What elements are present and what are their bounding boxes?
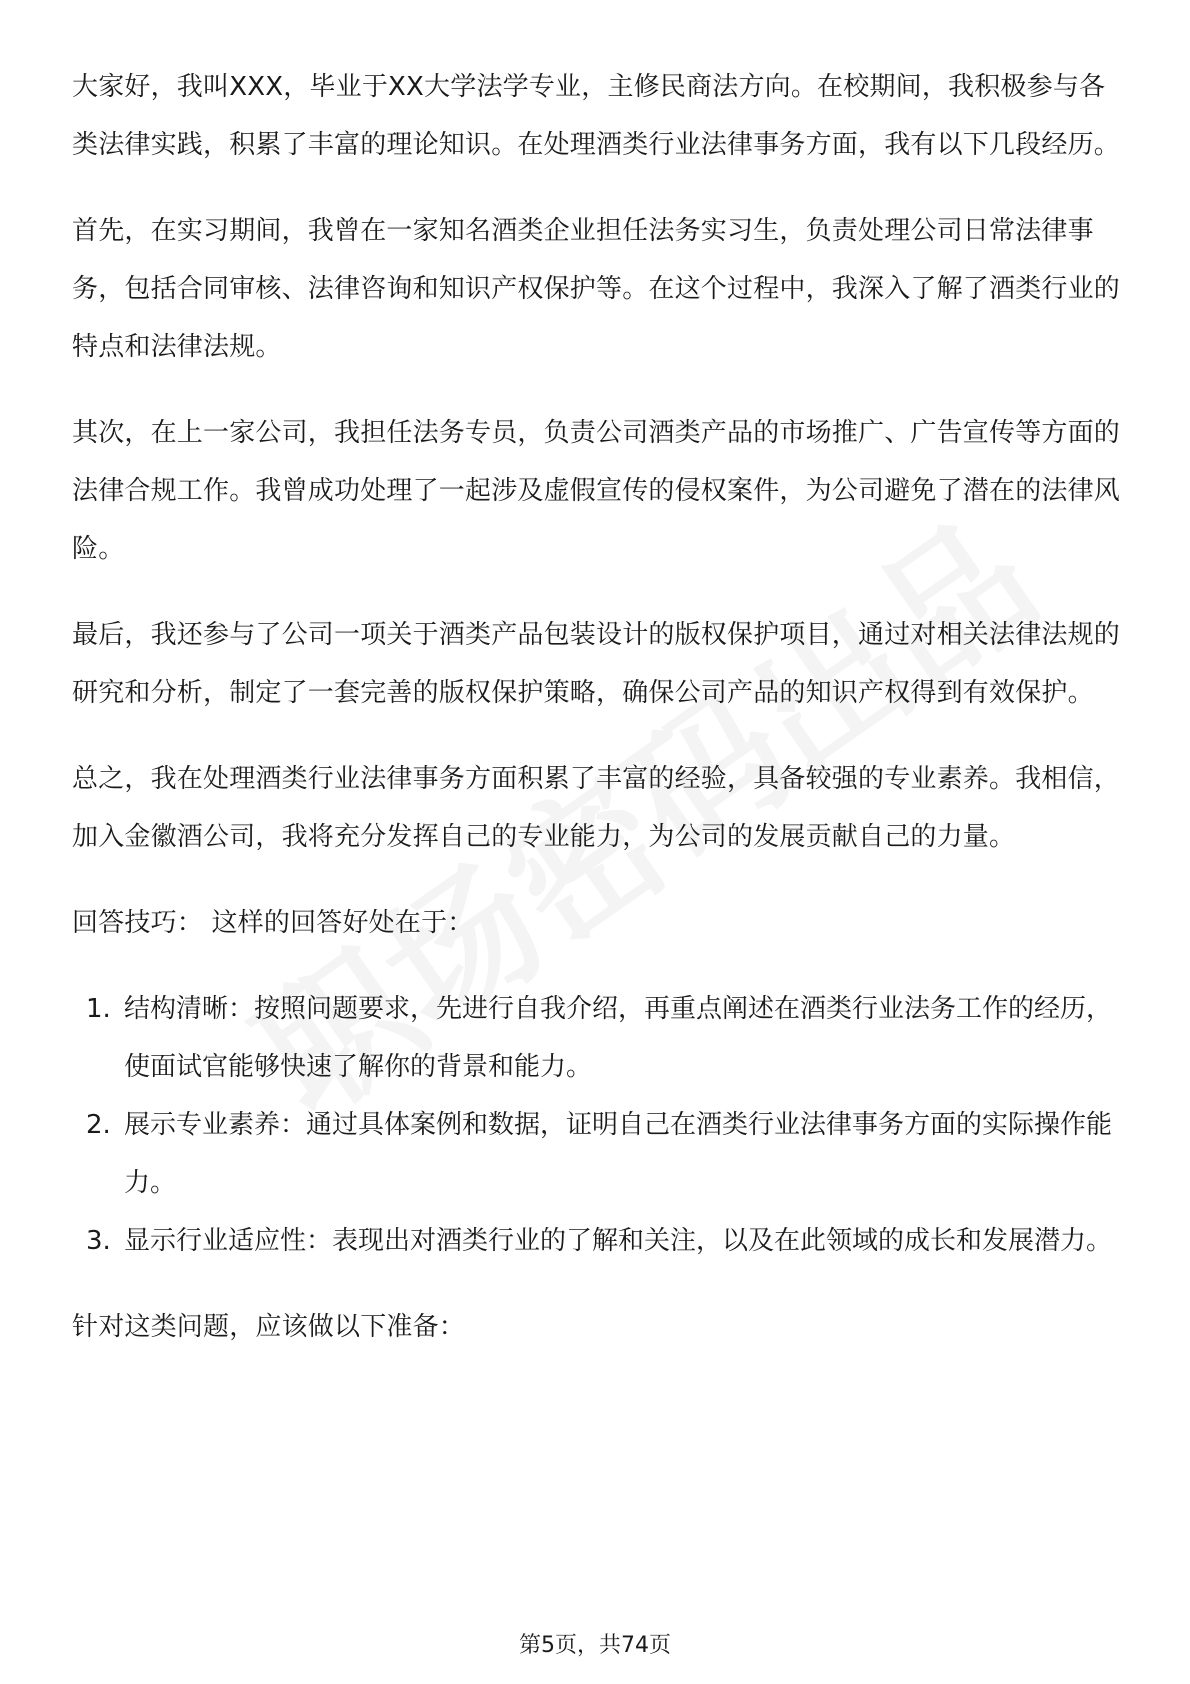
paragraph-first: 首先，在实习期间，我曾在一家知名酒类企业担任法务实习生，负责处理公司日常法律事务，包括合同审核、法律咨询和知识产权保护等。在这个过程中，我深入了解了酒类行业的特点和法律法规。 xyxy=(72,216,1121,362)
page-content xyxy=(72,58,1122,1384)
list-number: 1. xyxy=(86,994,111,1024)
closing-line: 针对这类问题，应该做以下准备： xyxy=(72,1312,466,1342)
list-item xyxy=(72,980,1122,1096)
list-text: 结构清晰：按照问题要求，先进行自我介绍，再重点阐述在酒类行业法务工作的经历，使面试官能够快速了解你的背景和能力。 xyxy=(124,994,1113,1082)
list-number: 2. xyxy=(86,1110,111,1140)
paragraph-summary: 总之，我在处理酒类行业法律事务方面积累了丰富的经验，具备较强的专业素养。我相信，加入金徽酒公司，我将充分发挥自己的专业能力，为公司的发展贡献自己的力量。 xyxy=(72,764,1121,852)
list-text: 展示专业素养：通过具体案例和数据，证明自己在酒类行业法律事务方面的实际操作能力。 xyxy=(124,1110,1113,1198)
list-text: 显示行业适应性：表现出对酒类行业的了解和关注，以及在此领域的成长和发展潜力。 xyxy=(124,1226,1113,1256)
list-number: 3. xyxy=(86,1226,111,1256)
paragraph-intro: 大家好，我叫XXX，毕业于XX大学法学专业，主修民商法方向。在校期间，我积极参与各类法律实践，积累了丰富的理论知识。在处理酒类行业法律事务方面，我有以下几段经历。 xyxy=(72,72,1121,160)
tips-list xyxy=(72,980,1122,1270)
list-item xyxy=(72,1096,1122,1212)
list-item xyxy=(72,1212,1122,1270)
tips-heading: 回答技巧： 这样的回答好处在于： xyxy=(72,908,474,938)
paragraph-second: 其次，在上一家公司，我担任法务专员，负责公司酒类产品的市场推广、广告宣传等方面的法律合规工作。我曾成功处理了一起涉及虚假宣传的侵权案件，为公司避免了潜在的法律风险。 xyxy=(72,418,1121,564)
page-number-footer: 第5页，共74页 xyxy=(519,1633,671,1658)
paragraph-last: 最后，我还参与了公司一项关于酒类产品包装设计的版权保护项目，通过对相关法律法规的研究和分析，制定了一套完善的版权保护策略，确保公司产品的知识产权得到有效保护。 xyxy=(72,620,1121,708)
